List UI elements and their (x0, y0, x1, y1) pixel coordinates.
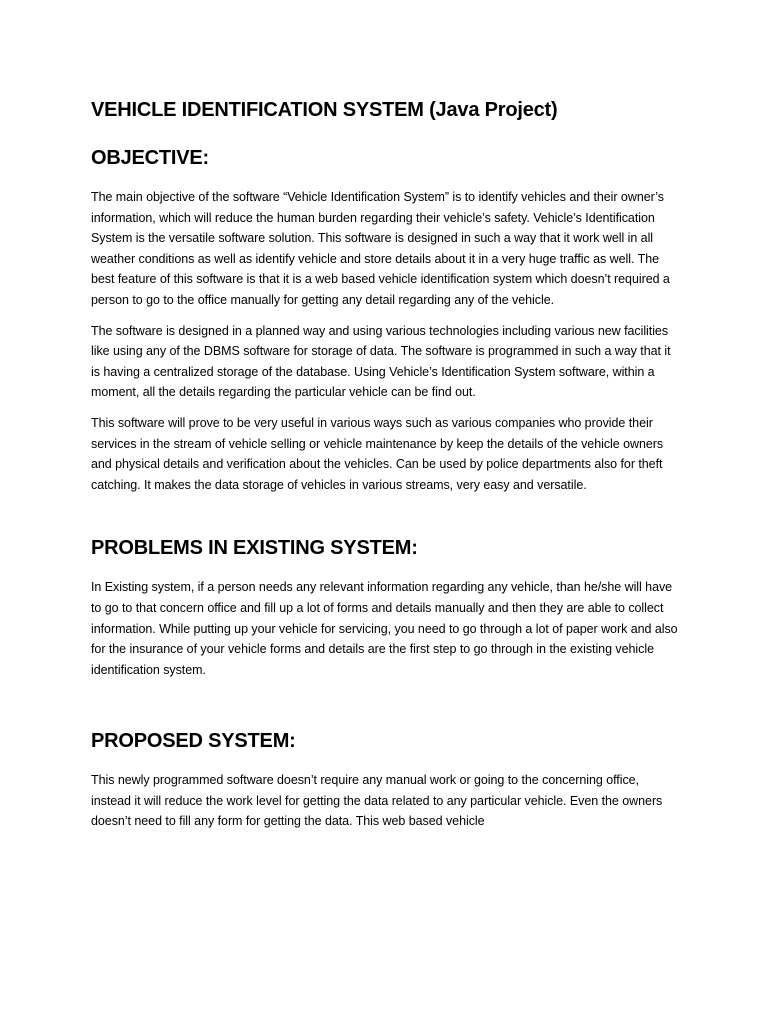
problems-paragraph-1: In Existing system, if a person needs any relevant information regarding any vehicle, than he/she will have to go to that concern office and fill up a lot of forms and details manually and then they are able to collect information. While putting up your vehicle for servicing, you need to go through a lot of paper work and also for the insurance of your vehicle forms and details are the first step to go through in the existing vehicle identification system. (91, 580, 678, 677)
objective-heading: OBJECTIVE: (91, 147, 210, 169)
objective-paragraph-3: This software will prove to be very useful in various ways such as various companies who provide their services in the stream of vehicle selling or vehicle maintenance by keep the details of the vehicle owners and physical details and verification about the vehicles. Can be used by police departments also for theft catching. It makes the data storage of vehicles in various streams, very easy and versatile. (91, 415, 664, 492)
objective-paragraph-2: The software is designed in a planned way and using various technologies including various new facilities like using any of the DBMS software for storage of data. The software is programmed in such a way that it is having a centralized storage of the database. Using Vehicle’s Identification System software, within a moment, all the details regarding the particular vehicle can be find out. (91, 323, 671, 400)
objective-paragraph-1: The main objective of the software “Vehicle Identification System” is to identify vehicles and their owner’s information, which will reduce the human burden regarding their vehicle’s safety. Vehicle’s Identification System is the versatile software solution. This software is designed in such a way that it work well in all weather conditions as well as identify vehicle and store details about it in a very huge traffic as well. The best feature of this software is that it is a web based vehicle identification system which doesn’t required a person to go to the office manually for getting any detail regarding any of the vehicle. (91, 190, 670, 307)
problems-heading: PROBLEMS IN EXISTING SYSTEM: (91, 537, 418, 560)
proposed-heading: PROPOSED SYSTEM: (91, 730, 296, 753)
proposed-paragraph-1: This newly programmed software doesn’t require any manual work or going to the concerning office, instead it will reduce the work level for getting the data related to any particular vehicle. Even the owners doesn’t need to fill any form for getting the data. This web based vehicle (91, 773, 663, 829)
document-title: VEHICLE IDENTIFICATION SYSTEM (Java Project) (91, 99, 558, 121)
document-body (91, 94, 681, 842)
